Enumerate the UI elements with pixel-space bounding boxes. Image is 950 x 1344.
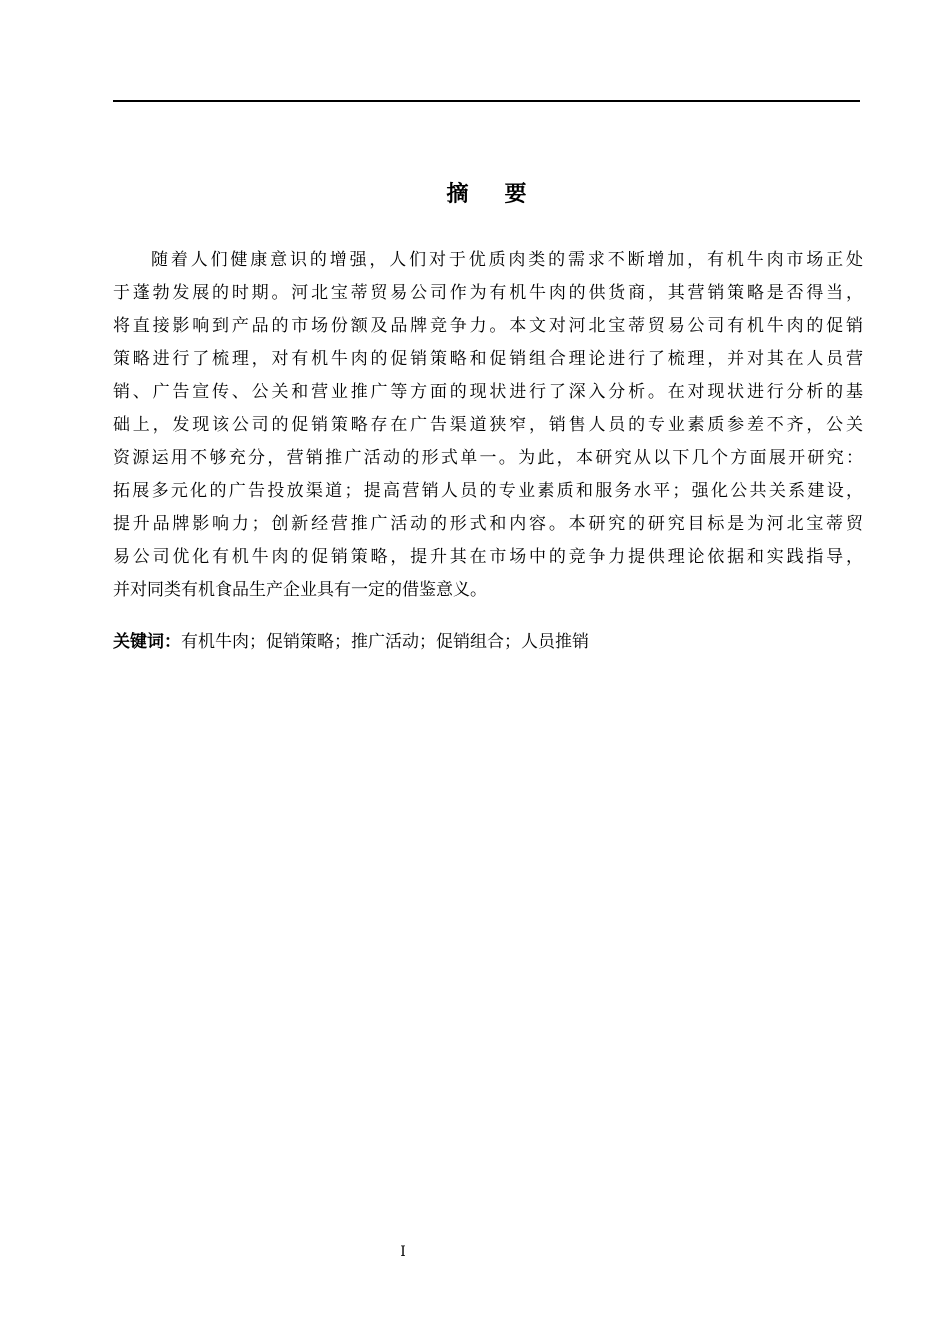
paragraph-line: 随着人们健康意识的增强，人们对于优质肉类的需求不断增加，有机牛肉市场正处 <box>151 250 863 270</box>
paragraph-line: 于蓬勃发展的时期。河北宝蒂贸易公司作为有机牛肉的供货商，其营销策略是否得当， <box>113 283 863 303</box>
page-number: I <box>400 1244 406 1260</box>
paragraph-line: 资源运用不够充分，营销推广活动的形式单一。为此，本研究从以下几个方面展开研究： <box>113 448 863 468</box>
paragraph-line: 策略进行了梳理，对有机牛肉的促销策略和促销组合理论进行了梳理，并对其在人员营 <box>113 349 863 369</box>
paragraph-line: 提升品牌影响力；创新经营推广活动的形式和内容。本研究的研究目标是为河北宝蒂贸 <box>113 514 863 534</box>
abstract-paragraph <box>113 244 863 607</box>
keywords-text: 有机牛肉；促销策略；推广活动；促销组合；人员推销 <box>181 632 589 652</box>
keywords <box>113 628 860 656</box>
keywords-label: 关键词： <box>113 632 181 652</box>
paragraph-line: 将直接影响到产品的市场份额及品牌竞争力。本文对河北宝蒂贸易公司有机牛肉的促销 <box>113 316 863 336</box>
abstract-title: 摘要 <box>446 182 563 207</box>
paragraph-line: 础上，发现该公司的促销策略存在广告渠道狭窄，销售人员的专业素质参差不齐，公关 <box>113 415 863 435</box>
paragraph-line: 并对同类有机食品生产企业具有一定的借鉴意义。 <box>113 580 487 600</box>
paragraph-line: 拓展多元化的广告投放渠道；提高营销人员的专业素质和服务水平；强化公共关系建设， <box>113 481 863 501</box>
paragraph-line: 易公司优化有机牛肉的促销策略，提升其在市场中的竞争力提供理论依据和实践指导， <box>113 547 863 567</box>
paragraph-line: 销、广告宣传、公关和营业推广等方面的现状进行了深入分析。在对现状进行分析的基 <box>113 382 863 402</box>
header-rule <box>113 100 860 102</box>
